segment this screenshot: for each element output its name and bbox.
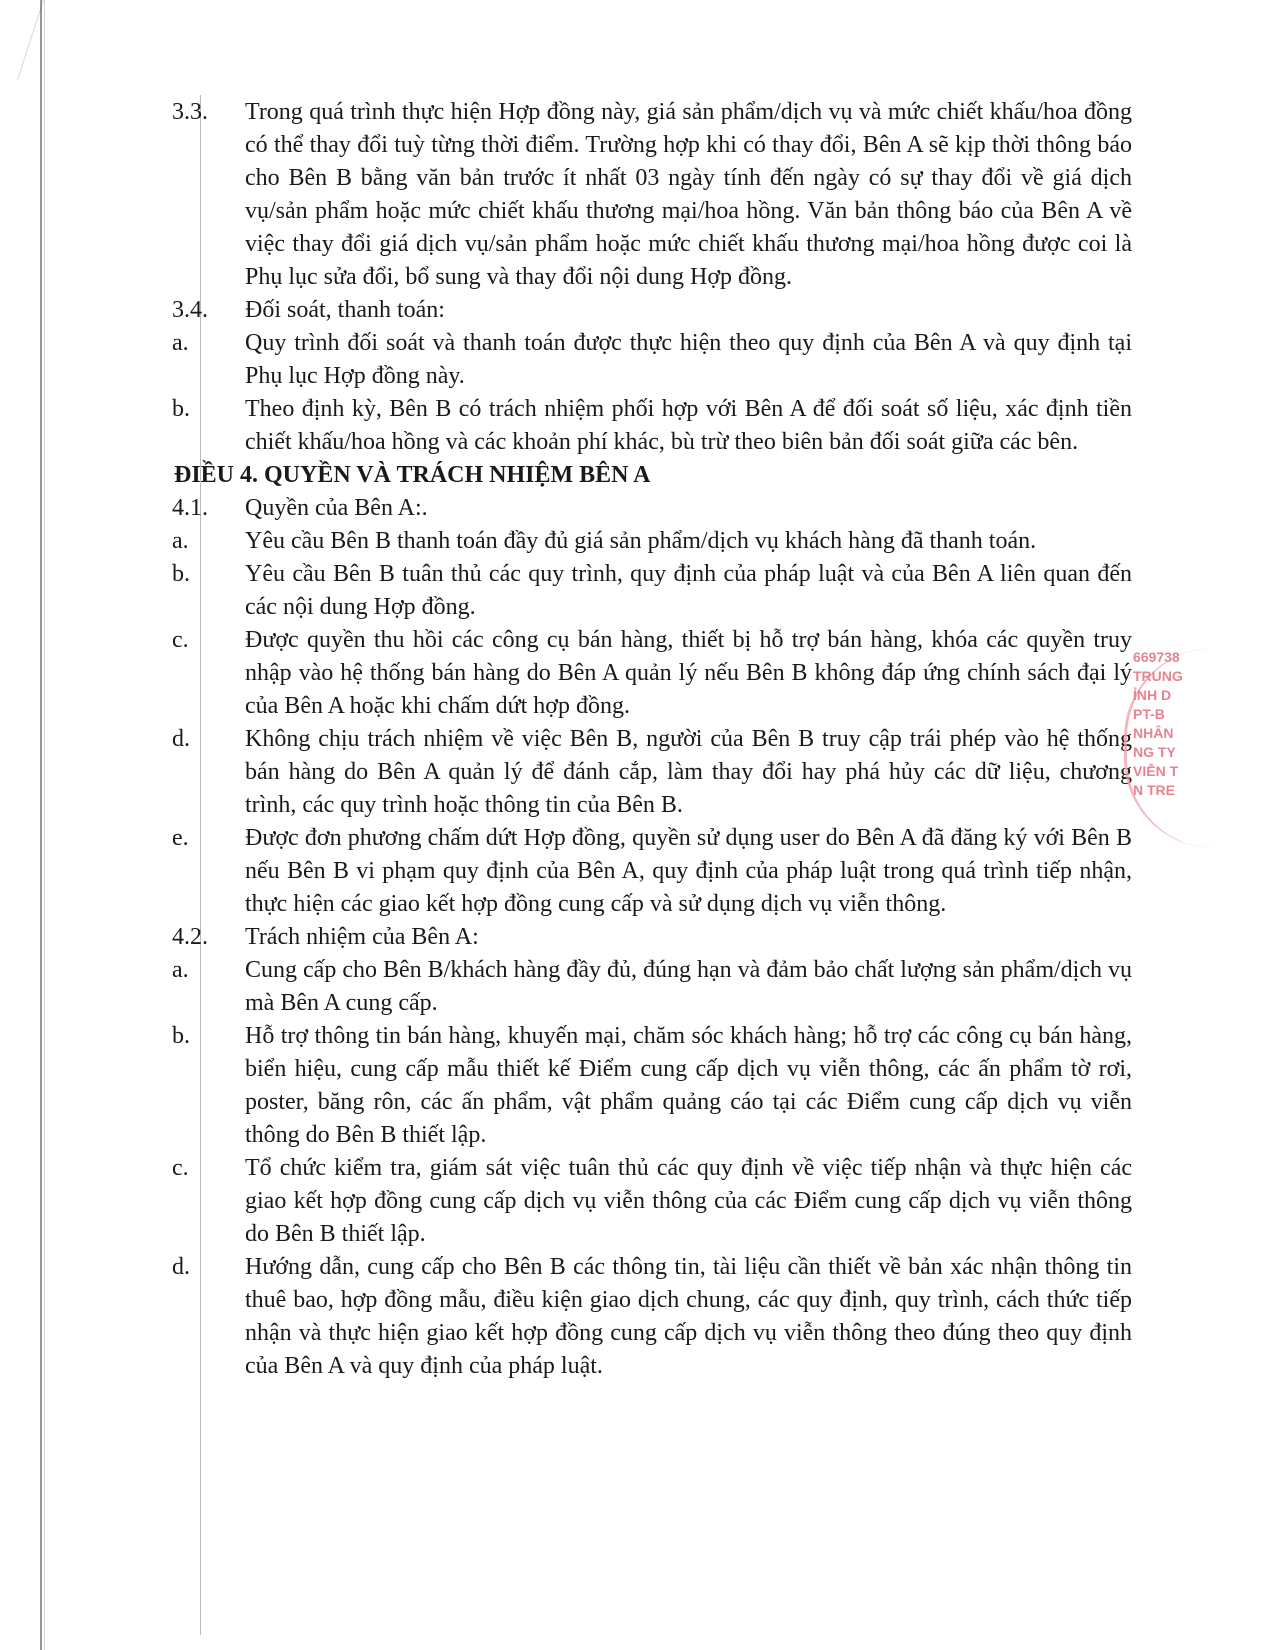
stamp-line: 669738 xyxy=(1133,649,1180,665)
clause-text: Hướng dẫn, cung cấp cho Bên B các thông tin, tài liệu cần thiết về bản xác nhận thông tin thuê bao, hợp đồng mẫu, điều kiện giao dịch chung, các quy định, quy trình, cách thức tiếp nhận và thực hiện giao kết hợp đồng cung cấp dịch vụ viễn thông theo đúng theo quy định của Bên A và quy định của pháp luật. xyxy=(245,1254,1132,1379)
clause-4-2-b xyxy=(172,1020,1132,1152)
stamp-line: VIỄN T xyxy=(1133,763,1179,779)
clause-number: c. xyxy=(172,1155,189,1181)
clause-number: b. xyxy=(172,561,190,587)
clause-number: d. xyxy=(172,726,190,752)
clause-number: c. xyxy=(172,627,189,653)
clause-4-1 xyxy=(172,492,1132,525)
company-seal-stamp xyxy=(1124,648,1233,848)
clause-4-2-a xyxy=(172,954,1132,1020)
clause-text: Được đơn phương chấm dứt Hợp đồng, quyền sử dụng user do Bên A đã đăng ký với Bên B nếu Bên B vi phạm quy định của Bên A, quy định của pháp luật trong quá trình tiếp nhận, thực hiện các giao kết hợp đồng cung cấp và sử dụng dịch vụ viễn thông. xyxy=(245,825,1132,917)
scan-corner-mark xyxy=(17,0,124,80)
clause-text: Cung cấp cho Bên B/khách hàng đầy đủ, đúng hạn và đảm bảo chất lượng sản phẩm/dịch vụ mà Bên A cung cấp. xyxy=(245,957,1132,1016)
clause-text: Tổ chức kiểm tra, giám sát việc tuân thủ các quy định về việc tiếp nhận và thực hiện các giao kết hợp đồng cung cấp dịch vụ viễn thông của các Điểm cung cấp dịch vụ viễn thông do Bên B thiết lập. xyxy=(245,1155,1132,1247)
clause-4-1-d xyxy=(172,723,1132,822)
clause-number: 4.2. xyxy=(172,924,208,950)
stamp-line: N TRE xyxy=(1133,782,1175,798)
clause-4-2-c xyxy=(172,1152,1132,1251)
article-4-heading: ĐIỀU 4. QUYỀN VÀ TRÁCH NHIỆM BÊN A xyxy=(174,462,651,488)
document-body xyxy=(172,96,1132,1383)
clause-text: Yêu cầu Bên B thanh toán đầy đủ giá sản phẩm/dịch vụ khách hàng đã thanh toán. xyxy=(245,528,1037,554)
clause-number: d. xyxy=(172,1254,190,1280)
scan-edge xyxy=(40,0,42,1650)
clause-text: Được quyền thu hồi các công cụ bán hàng, thiết bị hỗ trợ bán hàng, khóa các quyền truy nhập vào hệ thống bán hàng do Bên A quản lý nếu Bên B không đáp ứng chính sách đại lý của Bên A hoặc khi chấm dứt hợp đồng. xyxy=(245,627,1132,719)
clause-number: e. xyxy=(172,825,189,851)
clause-4-1-b xyxy=(172,558,1132,624)
clause-number: a. xyxy=(172,528,189,554)
stamp-line: TRUNG xyxy=(1133,668,1183,684)
clause-3-4 xyxy=(172,294,1132,327)
clause-text: Không chịu trách nhiệm về việc Bên B, người của Bên B truy cập trái phép vào hệ thống bán hàng do Bên A quản lý để đánh cắp, làm thay đổi hay phá hủy các dữ liệu, chương trình, các quy trình hoặc thông tin của Bên B. xyxy=(245,726,1132,818)
clause-number: 4.1. xyxy=(172,495,208,521)
clause-number: 3.3. xyxy=(172,99,208,125)
stamp-line: PT-B xyxy=(1133,706,1165,722)
clause-number: 3.4. xyxy=(172,297,208,323)
clause-4-1-c xyxy=(172,624,1132,723)
clause-number: a. xyxy=(172,957,189,983)
clause-3-3 xyxy=(172,96,1132,294)
clause-text: Quy trình đối soát và thanh toán được thực hiện theo quy định của Bên A và quy định tại Phụ lục Hợp đồng này. xyxy=(245,330,1132,389)
stamp-line: NG TY xyxy=(1133,744,1176,760)
stamp-line: ỈNH D xyxy=(1133,687,1172,703)
clause-4-2-d xyxy=(172,1251,1132,1383)
clause-text: Trong quá trình thực hiện Hợp đồng này, giá sản phẩm/dịch vụ và mức chiết khấu/hoa đồng có thể thay đổi tuỳ từng thời điểm. Trường hợp khi có thay đổi, Bên A sẽ kịp thời thông báo cho Bên B bằng văn bản trước ít nhất 03 ngày tính đến ngày có sự thay đổi về giá dịch vụ/sản phẩm hoặc mức chiết khấu thương mại/hoa hồng. Văn bản thông báo của Bên A về việc thay đổi giá dịch vụ/sản phẩm hoặc mức chiết khấu thương mại/hoa hồng được coi là Phụ lục sửa đổi, bổ sung và thay đổi nội dung Hợp đồng. xyxy=(245,99,1132,290)
clause-4-1-a xyxy=(172,525,1132,558)
clause-text: Đối soát, thanh toán: xyxy=(245,297,445,323)
clause-4-1-e xyxy=(172,822,1132,921)
clause-number: b. xyxy=(172,396,190,422)
clause-text: Quyền của Bên A:. xyxy=(245,495,428,521)
clause-4-2 xyxy=(172,921,1132,954)
clause-text: Yêu cầu Bên B tuân thủ các quy trình, quy định của pháp luật và của Bên A liên quan đến các nội dung Hợp đồng. xyxy=(245,561,1132,620)
clause-text: Theo định kỳ, Bên B có trách nhiệm phối hợp với Bên A để đối soát số liệu, xác định tiền chiết khấu/hoa hồng và các khoản phí khác, bù trừ theo biên bản đối soát giữa các bên. xyxy=(245,396,1132,455)
stamp-line: NHÂN xyxy=(1133,725,1174,741)
clause-text: Hỗ trợ thông tin bán hàng, khuyến mại, chăm sóc khách hàng; hỗ trợ các công cụ bán hàng, biển hiệu, cung cấp mẫu thiết kế Điểm cung cấp dịch vụ viễn thông, các ấn phẩm tờ rơi, poster, băng rôn, các ấn phẩm, vật phẩm quảng cáo tại các Điểm cung cấp dịch vụ viễn thông do Bên B thiết lập. xyxy=(245,1023,1132,1148)
scan-edge-inner xyxy=(44,0,45,1650)
clause-number: a. xyxy=(172,330,189,356)
clause-3-4-a xyxy=(172,327,1132,393)
clause-text: Trách nhiệm của Bên A: xyxy=(245,924,479,950)
clause-number: b. xyxy=(172,1023,190,1049)
clause-3-4-b xyxy=(172,393,1132,459)
